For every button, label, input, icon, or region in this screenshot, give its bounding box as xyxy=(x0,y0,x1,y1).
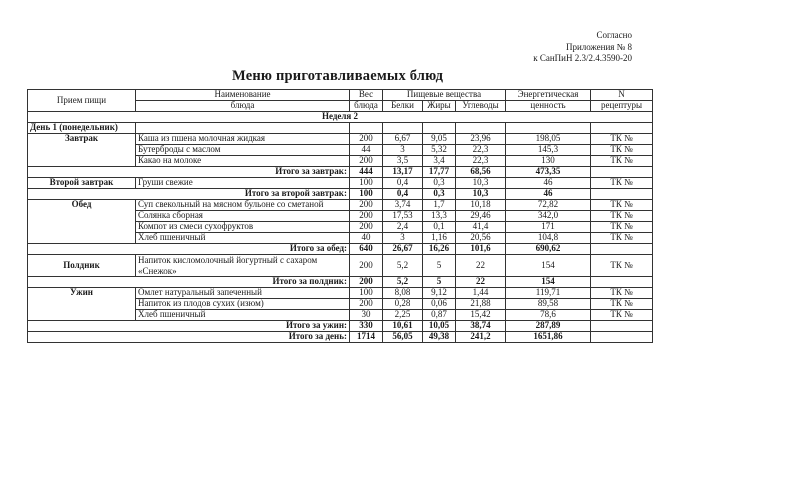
dish-proteins: 5,2 xyxy=(383,255,423,277)
dish-proteins: 8,08 xyxy=(383,288,423,299)
day-row xyxy=(28,123,653,134)
total-fats: 16,26 xyxy=(423,244,456,255)
total-carbs: 68,56 xyxy=(456,167,506,178)
day-total-weight: 1714 xyxy=(350,332,383,343)
header-dish-top: Наименование xyxy=(136,90,350,101)
total-carbs: 101,6 xyxy=(456,244,506,255)
dish-fats: 5,32 xyxy=(423,145,456,156)
dish-fats: 3,4 xyxy=(423,156,456,167)
dish-weight: 200 xyxy=(350,222,383,233)
dish-recipe: ТК № xyxy=(591,310,653,321)
total-carbs: 10,3 xyxy=(456,189,506,200)
week-row xyxy=(28,112,653,123)
dish-carbs: 21,88 xyxy=(456,299,506,310)
total-energy: 473,35 xyxy=(506,167,591,178)
dish-fats: 1,16 xyxy=(423,233,456,244)
total-label: Итого за ужин: xyxy=(28,321,350,332)
dish-name: Хлеб пшеничный xyxy=(136,233,350,244)
day-total-energy: 1651,86 xyxy=(506,332,591,343)
header-weight-bottom: блюда xyxy=(350,101,383,112)
dish-name: Омлет натуральный запеченный xyxy=(136,288,350,299)
dish-name: Солянка сборная xyxy=(136,211,350,222)
meal-name-snack: Полдник xyxy=(28,255,136,277)
dish-proteins: 0,28 xyxy=(383,299,423,310)
total-proteins: 13,17 xyxy=(383,167,423,178)
total-weight: 640 xyxy=(350,244,383,255)
approval-line-3: к СанПиН 2.3/2.4.3590-20 xyxy=(533,53,632,63)
total-energy: 154 xyxy=(506,277,591,288)
dish-weight: 44 xyxy=(350,145,383,156)
dish-proteins: 6,67 xyxy=(383,134,423,145)
dish-proteins: 3 xyxy=(383,233,423,244)
week-label: Неделя 2 xyxy=(28,112,653,123)
total-proteins: 26,67 xyxy=(383,244,423,255)
dish-fats: 9,12 xyxy=(423,288,456,299)
dish-recipe: ТК № xyxy=(591,255,653,277)
total-fats: 5 xyxy=(423,277,456,288)
dish-recipe: ТК № xyxy=(591,222,653,233)
dish-carbs: 15,42 xyxy=(456,310,506,321)
header-recipe-top: N xyxy=(591,90,653,101)
dish-name: Напиток из плодов сухих (изюм) xyxy=(136,299,350,310)
dish-weight: 30 xyxy=(350,310,383,321)
document-title: Меню приготавливаемых блюд xyxy=(232,68,444,84)
dish-carbs: 41,4 xyxy=(456,222,506,233)
header-energy-bottom: ценность xyxy=(506,101,591,112)
dish-proteins: 2,25 xyxy=(383,310,423,321)
table-row xyxy=(28,288,653,299)
dish-energy: 104,8 xyxy=(506,233,591,244)
approval-line-1: Согласно xyxy=(596,30,632,40)
total-energy: 46 xyxy=(506,189,591,200)
meal-name-breakfast: Завтрак xyxy=(28,134,136,167)
dish-name: Какао на молоке xyxy=(136,156,350,167)
header-weight-top: Вес xyxy=(350,90,383,101)
total-weight: 200 xyxy=(350,277,383,288)
dish-energy: 72,82 xyxy=(506,200,591,211)
dish-proteins: 3,5 xyxy=(383,156,423,167)
total-label: Итого за полдник: xyxy=(28,277,350,288)
day-total-label: Итого за день: xyxy=(28,332,350,343)
dish-name: Суп свекольный на мясном бульоне со сметаной xyxy=(136,200,350,211)
meal-name-lunch: Обед xyxy=(28,200,136,244)
total-row-breakfast xyxy=(28,167,653,178)
dish-fats: 5 xyxy=(423,255,456,277)
dish-energy: 171 xyxy=(506,222,591,233)
header-recipe-bottom: рецептуры xyxy=(591,101,653,112)
dish-recipe: ТК № xyxy=(591,233,653,244)
dish-energy: 130 xyxy=(506,156,591,167)
dish-proteins: 17,53 xyxy=(383,211,423,222)
total-row-day xyxy=(28,332,653,343)
dish-energy: 89,58 xyxy=(506,299,591,310)
table-row xyxy=(28,134,653,145)
dish-carbs: 10,3 xyxy=(456,178,506,189)
header-carbs: Углеводы xyxy=(456,101,506,112)
header-proteins: Белки xyxy=(383,101,423,112)
dish-name: Бутерброды с маслом xyxy=(136,145,350,156)
day-total-carbs: 241,2 xyxy=(456,332,506,343)
dish-recipe: ТК № xyxy=(591,156,653,167)
dish-energy: 145,3 xyxy=(506,145,591,156)
dish-fats: 9,05 xyxy=(423,134,456,145)
dish-weight: 100 xyxy=(350,178,383,189)
dish-name: Компот из смеси сухофруктов xyxy=(136,222,350,233)
dish-proteins: 3 xyxy=(383,145,423,156)
dish-name: Напиток кисломолочный йогуртный с сахаром «Снежок» xyxy=(136,255,350,277)
total-row-dinner xyxy=(28,321,653,332)
dish-carbs: 22,3 xyxy=(456,156,506,167)
dish-carbs: 22,3 xyxy=(456,145,506,156)
dish-fats: 0,3 xyxy=(423,178,456,189)
approval-stamp xyxy=(533,30,632,65)
header-dish-bottom: блюда xyxy=(136,101,350,112)
total-label: Итого за завтрак: xyxy=(28,167,350,178)
total-label: Итого за обед: xyxy=(28,244,350,255)
total-proteins: 5,2 xyxy=(383,277,423,288)
dish-weight: 100 xyxy=(350,288,383,299)
header-meal: Прием пищи xyxy=(28,90,136,112)
header-fats: Жиры xyxy=(423,101,456,112)
table-row xyxy=(28,200,653,211)
dish-weight: 200 xyxy=(350,255,383,277)
dish-weight: 200 xyxy=(350,134,383,145)
header-nutrients: Пищевые вещества xyxy=(383,90,506,101)
dish-carbs: 22 xyxy=(456,255,506,277)
dish-proteins: 0,4 xyxy=(383,178,423,189)
table-row xyxy=(28,255,653,277)
total-proteins: 0,4 xyxy=(383,189,423,200)
header-energy-top: Энергетическая xyxy=(506,90,591,101)
dish-weight: 40 xyxy=(350,233,383,244)
total-weight: 100 xyxy=(350,189,383,200)
dish-fats: 0,06 xyxy=(423,299,456,310)
total-weight: 330 xyxy=(350,321,383,332)
meal-name-second-breakfast: Второй завтрак xyxy=(28,178,136,189)
dish-name: Груши свежие xyxy=(136,178,350,189)
total-weight: 444 xyxy=(350,167,383,178)
dish-weight: 200 xyxy=(350,200,383,211)
meal-name-dinner: Ужин xyxy=(28,288,136,321)
dish-recipe: ТК № xyxy=(591,211,653,222)
dish-fats: 13,3 xyxy=(423,211,456,222)
menu-table xyxy=(27,89,653,343)
dish-carbs: 20,56 xyxy=(456,233,506,244)
dish-proteins: 3,74 xyxy=(383,200,423,211)
dish-fats: 0,1 xyxy=(423,222,456,233)
dish-recipe: ТК № xyxy=(591,299,653,310)
header-row-1 xyxy=(28,90,653,101)
total-carbs: 38,74 xyxy=(456,321,506,332)
total-row-snack xyxy=(28,277,653,288)
dish-name: Хлеб пшеничный xyxy=(136,310,350,321)
total-fats: 10,05 xyxy=(423,321,456,332)
total-fats: 17,77 xyxy=(423,167,456,178)
dish-recipe: ТК № xyxy=(591,288,653,299)
dish-fats: 0,87 xyxy=(423,310,456,321)
dish-proteins: 2,4 xyxy=(383,222,423,233)
day-total-proteins: 56,05 xyxy=(383,332,423,343)
total-fats: 0,3 xyxy=(423,189,456,200)
dish-carbs: 10,18 xyxy=(456,200,506,211)
dish-recipe: ТК № xyxy=(591,134,653,145)
dish-recipe: ТК № xyxy=(591,145,653,156)
dish-recipe: ТК № xyxy=(591,200,653,211)
dish-recipe: ТК № xyxy=(591,178,653,189)
total-energy: 287,89 xyxy=(506,321,591,332)
dish-energy: 342,0 xyxy=(506,211,591,222)
total-energy: 690,62 xyxy=(506,244,591,255)
dish-carbs: 29,46 xyxy=(456,211,506,222)
total-row-second-breakfast xyxy=(28,189,653,200)
approval-line-2: Приложения № 8 xyxy=(565,41,632,52)
dish-energy: 78,6 xyxy=(506,310,591,321)
dish-energy: 198,05 xyxy=(506,134,591,145)
dish-carbs: 1,44 xyxy=(456,288,506,299)
dish-energy: 46 xyxy=(506,178,591,189)
total-row-lunch xyxy=(28,244,653,255)
day-total-fats: 49,38 xyxy=(423,332,456,343)
dish-weight: 200 xyxy=(350,299,383,310)
day-label: День 1 (понедельник) xyxy=(28,123,136,134)
dish-weight: 200 xyxy=(350,156,383,167)
dish-energy: 154 xyxy=(506,255,591,277)
total-carbs: 22 xyxy=(456,277,506,288)
dish-energy: 119,71 xyxy=(506,288,591,299)
dish-carbs: 23,96 xyxy=(456,134,506,145)
total-proteins: 10,61 xyxy=(383,321,423,332)
dish-fats: 1,7 xyxy=(423,200,456,211)
dish-weight: 200 xyxy=(350,211,383,222)
dish-name: Каша из пшена молочная жидкая xyxy=(136,134,350,145)
table-row xyxy=(28,178,653,189)
total-label: Итого за второй завтрак: xyxy=(28,189,350,200)
